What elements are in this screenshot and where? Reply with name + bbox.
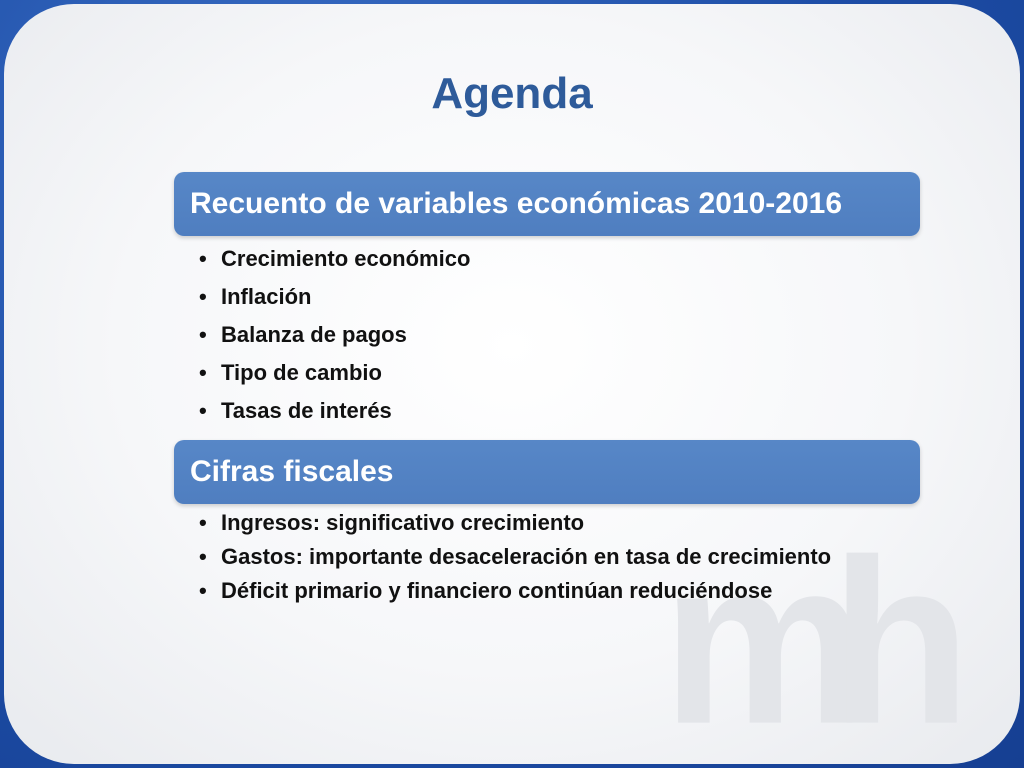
- economic-variables-list: [197, 246, 877, 436]
- list-item: • Inflación: [197, 284, 877, 310]
- list-item: • Balanza de pagos: [197, 322, 877, 348]
- slide-canvas: [4, 4, 1020, 764]
- list-item: • Gastos: importante desaceleración en tasa de crecimiento: [197, 544, 837, 570]
- list-item: • Déficit primario y financiero continúan reduciéndose: [197, 578, 941, 604]
- list-item: • Tipo de cambio: [197, 360, 877, 386]
- slide-title: Agenda: [431, 69, 593, 118]
- fiscal-figures-list: [197, 510, 837, 612]
- list-item: • Ingresos: significativo crecimiento: [197, 510, 837, 536]
- list-item: • Crecimiento económico: [197, 246, 877, 272]
- section-header-economic-variables: Recuento de variables económicas 2010-2016: [174, 172, 920, 236]
- mh-logo-watermark: mh: [662, 510, 935, 764]
- section-header-fiscal-figures: Cifras fiscales: [174, 440, 920, 504]
- list-item: • Tasas de interés: [197, 398, 877, 424]
